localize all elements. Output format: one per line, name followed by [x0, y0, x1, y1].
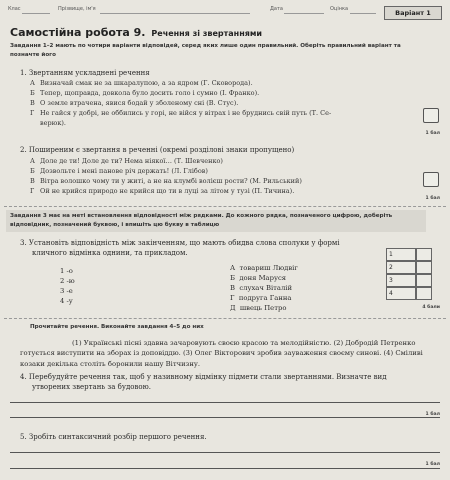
- q4-points: 1 бал: [425, 412, 440, 417]
- q1-option-b[interactable]: [30, 89, 259, 98]
- option-text: швець Петро: [239, 304, 287, 312]
- option-text: Ой не крийся природо не крийся що ти в луці за літом у тузі (П. Тичина).: [40, 187, 295, 195]
- divider: [4, 206, 446, 207]
- option-letter: В: [30, 99, 35, 107]
- q3-table-cell-2[interactable]: [416, 261, 432, 274]
- instruction-3: Прочитайте речення. Виконайте завдання 4–5 до них: [30, 324, 204, 330]
- q3-left-3: 3 -е: [60, 287, 73, 295]
- option-letter: Г: [30, 109, 35, 117]
- variant-badge: Варіант 1: [384, 6, 442, 20]
- q1-option-d-cont: [30, 119, 66, 128]
- q1-answer-box[interactable]: [423, 108, 439, 123]
- q2-option-b[interactable]: [30, 167, 208, 176]
- q1-option-a[interactable]: [30, 79, 253, 88]
- q3-right-d: [230, 293, 291, 303]
- option-letter: Б: [30, 89, 35, 97]
- question-3-line-1: 3. Установіть відповідність між закінченням, що мають обидва слова сполуки у формі: [20, 239, 340, 247]
- question-4-line-1: 4. Перебудуйте речення так, щоб у називному відмінку підмети стали звертаннями. Визначте вид: [20, 373, 387, 381]
- question-1: 1. Звертанням ускладнені речення: [20, 69, 150, 77]
- instruction-2: Завдання 3 має на меті встановлення відповідності між рядками. До кожного рядка, позначеного цифрою, доберіть відповідник, позначений буквою, і впишіть цю букву в таблицю: [6, 210, 426, 232]
- q3-left-4: 4 -у: [60, 297, 73, 305]
- option-text: О земле втрачена, явися бодай у зболеному сні (В. Стус).: [40, 99, 239, 107]
- q3-table-cell-4[interactable]: [416, 287, 432, 300]
- option-text: верюк).: [40, 119, 66, 127]
- question-3-line-2: кличного відмінка однини, та прикладом.: [32, 249, 188, 257]
- date-label: Дата: [270, 6, 283, 12]
- option-letter: Г: [30, 187, 35, 195]
- date-field[interactable]: [284, 13, 324, 14]
- q2-option-c[interactable]: [30, 177, 302, 186]
- q4-answer-line[interactable]: [10, 417, 440, 418]
- q3-left-1: 1 -о: [60, 267, 73, 275]
- option-letter: В: [230, 284, 235, 292]
- header: [8, 4, 442, 16]
- option-letter: Б: [30, 167, 35, 175]
- q2-option-d[interactable]: [30, 187, 294, 196]
- grade-field[interactable]: [350, 13, 376, 14]
- q1-option-c[interactable]: [30, 99, 238, 108]
- q3-table-cell-1[interactable]: [416, 248, 432, 261]
- title-text: Самостійна робота 9.: [10, 26, 146, 39]
- q5-points: 1 бал: [425, 462, 440, 467]
- q3-right-e: [230, 303, 286, 313]
- option-letter: А: [230, 264, 236, 272]
- q2-option-a[interactable]: [30, 157, 223, 166]
- q5-answer-line[interactable]: [10, 468, 440, 469]
- q2-points: 1 бал: [425, 196, 440, 201]
- name-field[interactable]: [100, 13, 250, 14]
- option-letter: Д: [230, 304, 236, 312]
- q3-table-row-1: 1: [386, 248, 416, 261]
- option-letter: Б: [230, 274, 235, 282]
- q3-table-row-2: 2: [386, 261, 416, 274]
- q3-right-a: [230, 263, 298, 273]
- option-text: Дозвольте і мені панове річ держать! (Л. Глібов): [40, 167, 208, 175]
- question-4-line-2: утворених звертань за будовою.: [32, 383, 151, 391]
- q1-option-d[interactable]: [30, 109, 331, 118]
- option-letter: Г: [230, 294, 235, 302]
- option-text: Не гайся у добрі, не оббились у горі, не війся у вітрах і не бруднись свій путь (Т. Се-: [40, 109, 332, 117]
- option-letter: А: [30, 79, 35, 87]
- option-text: подруга Ганна: [238, 294, 292, 302]
- q3-left-2: 2 -ю: [60, 277, 75, 285]
- question-5: 5. Зробіть синтаксичний розбір першого речення.: [20, 433, 207, 441]
- divider: [4, 318, 446, 319]
- option-text: Визначай смак не за шкаралупою, а за ядром (Г. Сковорода).: [40, 79, 253, 87]
- class-label: Клас: [8, 6, 21, 12]
- q5-answer-line[interactable]: [10, 452, 440, 453]
- q3-table-cell-3[interactable]: [416, 274, 432, 287]
- passage-text: (1) Українські пісні здавна зачаровують своєю красою та мелодійністю. (2) Добродій Петренко готується виступити на зборах із доповіддю. (3) Олег Вікторович зробив зауваження своєму синові. (4) Сміливі козаки декілька століть боронили нашу Вітчизну.: [20, 339, 423, 368]
- q4-answer-line[interactable]: [10, 402, 440, 403]
- option-text: товариш Людвіг: [239, 264, 298, 272]
- question-2: 2. Поширеним є звертання в реченні (окремі розділові знаки пропущено): [20, 146, 295, 154]
- option-text: Тепер, щоправда, довкола було досить голо і сумно (І. Франко).: [40, 89, 260, 97]
- q3-right-b: [230, 273, 286, 283]
- q1-points: 1 бал: [425, 131, 440, 136]
- q3-right-c: [230, 283, 292, 293]
- option-text: Доле де ти! Доле де ти? Нема ніякої… (Т. Шевченко): [40, 157, 223, 165]
- instruction-1: Завдання 1–2 мають по чотири варіанти відповідей, серед яких лише один правильний. Оберіть правильний варіант та позначте його: [10, 43, 401, 58]
- q3-table-row-4: 4: [386, 287, 416, 300]
- q2-answer-box[interactable]: [423, 172, 439, 187]
- option-letter: А: [30, 157, 35, 165]
- option-text: Вітра волошко чому ти у житі, а не на клумбі волієш рости? (М. Рильський): [40, 177, 302, 185]
- option-text: доня Маруся: [239, 274, 287, 282]
- grade-label: Оцінка: [330, 6, 349, 12]
- q3-points: 4 бали: [422, 305, 440, 310]
- q3-table-row-3: 3: [386, 274, 416, 287]
- name-label: Прізвище, ім'я: [58, 6, 96, 12]
- option-letter: В: [30, 177, 35, 185]
- option-text: слухач Віталій: [239, 284, 292, 292]
- class-field[interactable]: [22, 13, 50, 14]
- subtitle-text: Речення зі звертаннями: [151, 29, 262, 38]
- page-title: [10, 26, 262, 39]
